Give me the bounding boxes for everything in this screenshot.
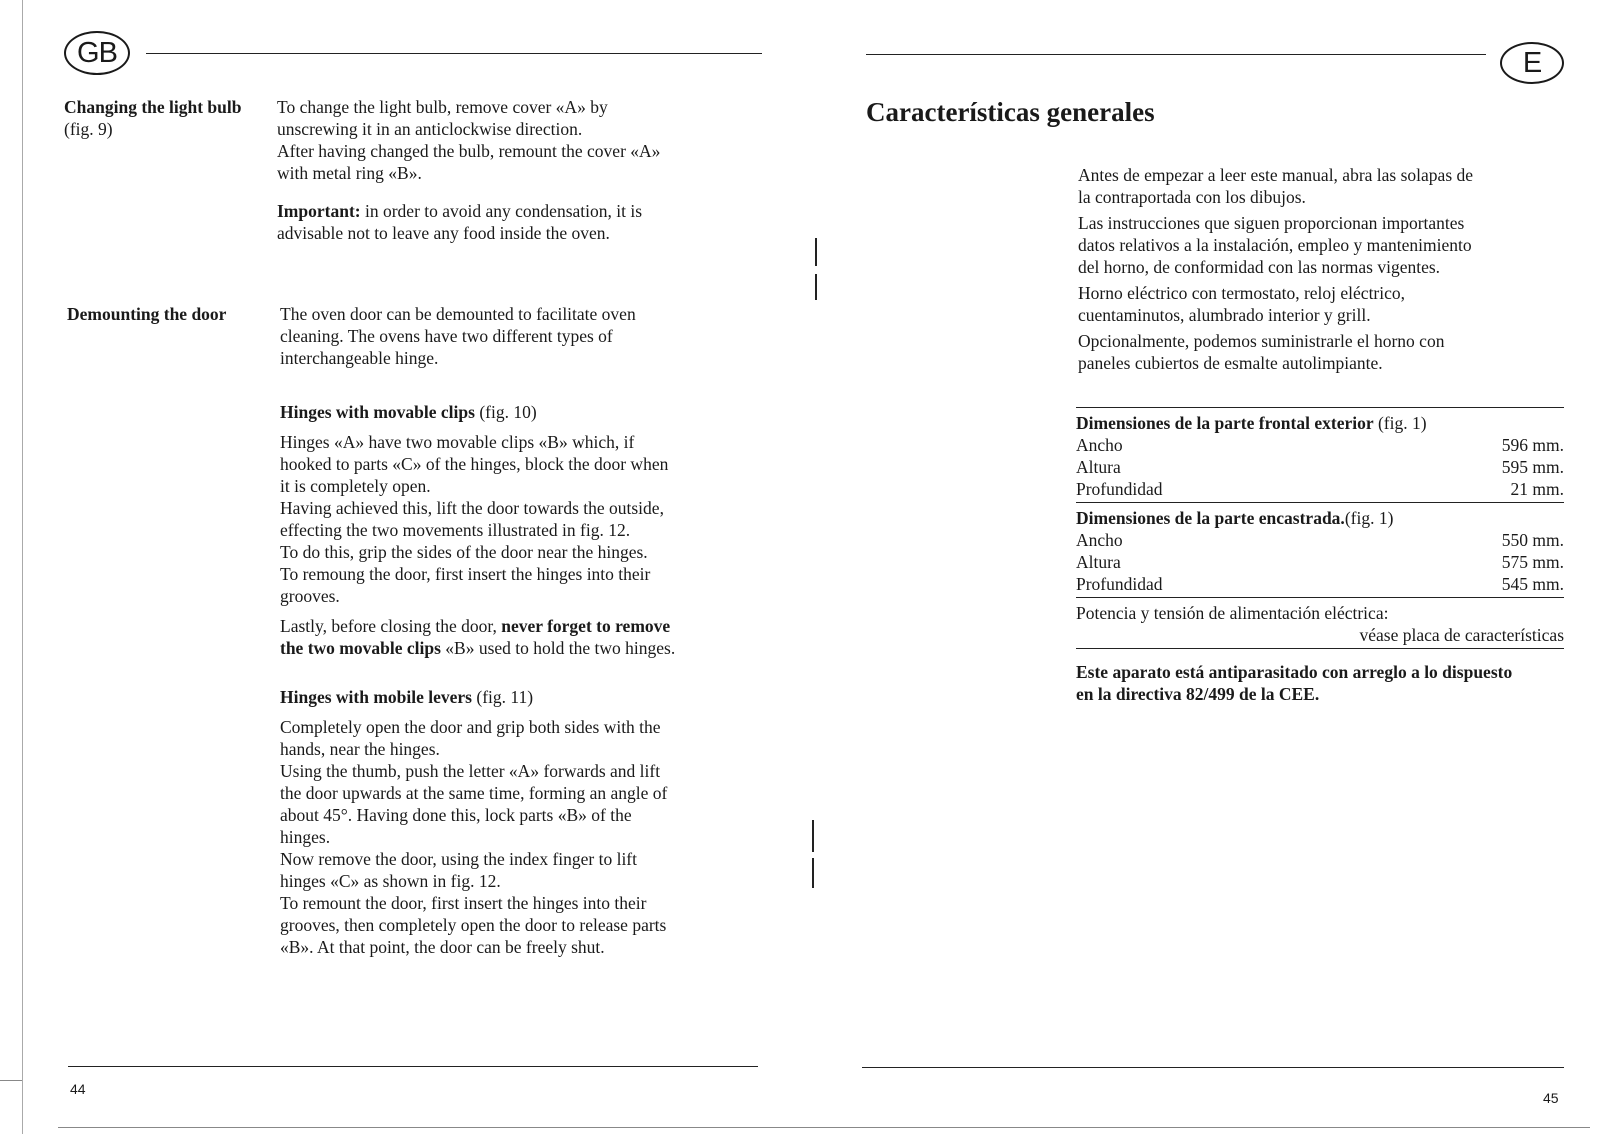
text-line: Hinges «A» have two movable clips «B» which, if bbox=[280, 432, 635, 452]
text-line: the door upwards at the same time, forming an angle of bbox=[280, 783, 668, 803]
levers-heading-fig: (fig. 11) bbox=[472, 687, 534, 707]
important-note bbox=[277, 200, 757, 222]
left-edge-tick bbox=[0, 1080, 22, 1081]
text-line: Las instrucciones que siguen proporcionan importantes bbox=[1078, 213, 1465, 233]
text-line: it is completely open. bbox=[280, 476, 431, 496]
row-label: Profundidad bbox=[1076, 574, 1163, 594]
light-bulb-title: Changing the light bulb bbox=[64, 97, 242, 117]
table-row bbox=[1076, 551, 1564, 573]
row-label: Ancho bbox=[1076, 530, 1123, 550]
table-rule bbox=[1076, 502, 1564, 503]
power-value-row bbox=[1076, 624, 1564, 646]
intro-text bbox=[1078, 164, 1568, 374]
text-line: To remoung the door, first insert the hinges into their bbox=[280, 564, 651, 584]
row-value: 21 mm. bbox=[1510, 479, 1564, 499]
language-badge-e: E bbox=[1500, 42, 1564, 84]
table-row bbox=[1076, 573, 1564, 595]
text-line: la contraportada con los dibujos. bbox=[1078, 187, 1306, 207]
text-line: Having achieved this, lift the door towards the outside, bbox=[280, 498, 664, 518]
text-line: «B». At that point, the door can be freely shut. bbox=[280, 937, 605, 957]
page-number-right: 45 bbox=[1543, 1090, 1559, 1106]
text-line: hinges «C» as shown in fig. 12. bbox=[280, 871, 501, 891]
row-value: 575 mm. bbox=[1501, 552, 1564, 572]
door-intro-text bbox=[280, 303, 760, 369]
front-heading: Dimensiones de la parte frontal exterior bbox=[1076, 413, 1374, 433]
notice-line: Este aparato está antiparasitado con arreglo a lo dispuesto bbox=[1076, 662, 1513, 682]
row-value: 550 mm. bbox=[1501, 530, 1564, 550]
text-line: Now remove the door, using the index finger to lift bbox=[280, 849, 637, 869]
bottom-edge-line bbox=[58, 1127, 800, 1128]
important-text: in order to avoid any condensation, it is bbox=[360, 201, 643, 221]
text-line: with metal ring «B». bbox=[277, 163, 422, 183]
text-line: paneles cubiertos de esmalte autolimpiante. bbox=[1078, 353, 1383, 373]
bold-run: never forget to remove bbox=[501, 616, 671, 636]
table-row bbox=[1076, 434, 1564, 456]
clips-heading: Hinges with movable clips bbox=[280, 402, 475, 422]
header-rule bbox=[146, 53, 762, 54]
notice bbox=[1076, 661, 1564, 705]
table-rule bbox=[1076, 648, 1564, 649]
section-title-door bbox=[67, 303, 277, 325]
subheading bbox=[280, 686, 760, 708]
text-line: hooked to parts «C» of the hinges, block the door when bbox=[280, 454, 669, 474]
table-rule bbox=[1076, 407, 1564, 408]
important-label: Important: bbox=[277, 201, 361, 221]
text-line: interchangeable hinge. bbox=[280, 348, 439, 368]
section-title-light-bulb bbox=[64, 96, 264, 140]
notice-line: en la directiva 82/499 de la CEE. bbox=[1076, 684, 1320, 704]
row-value: 595 mm. bbox=[1501, 457, 1564, 477]
front-heading-fig: (fig. 1) bbox=[1373, 413, 1427, 433]
language-badge-gb: GB bbox=[64, 31, 130, 75]
text-line: advisable not to leave any food inside the oven. bbox=[277, 223, 610, 243]
row-value: 545 mm. bbox=[1501, 574, 1564, 594]
text-run: «B» used to hold the two hinges. bbox=[440, 638, 676, 658]
door-title: Demounting the door bbox=[67, 304, 227, 324]
text-line: To remount the door, first insert the hinges into their bbox=[280, 893, 647, 913]
row-label: Profundidad bbox=[1076, 479, 1163, 499]
footer-rule-right bbox=[862, 1067, 1564, 1068]
power-label: Potencia y tensión de alimentación eléctrica: bbox=[1076, 603, 1389, 623]
text-line: del horno, de conformidad con las normas vigentes. bbox=[1078, 257, 1441, 277]
text-line: hinges. bbox=[280, 827, 331, 847]
text-line: grooves. bbox=[280, 586, 340, 606]
text-line: To do this, grip the sides of the door near the hinges. bbox=[280, 542, 648, 562]
levers-heading: Hinges with mobile levers bbox=[280, 687, 472, 707]
clips-heading-fig: (fig. 10) bbox=[474, 402, 537, 422]
text-line: After having changed the bulb, remount the cover «A» bbox=[277, 141, 661, 161]
text-line: cuentaminutos, alumbrado interior y grill. bbox=[1078, 305, 1371, 325]
warning-line bbox=[280, 615, 760, 637]
row-label: Ancho bbox=[1076, 435, 1123, 455]
left-edge-line bbox=[22, 0, 23, 1134]
table-heading bbox=[1076, 412, 1564, 434]
subheading bbox=[280, 401, 760, 423]
text-line: about 45°. Having done this, lock parts «B» of the bbox=[280, 805, 632, 825]
page-number-left: 44 bbox=[70, 1081, 86, 1097]
bold-run: the two movable clips bbox=[280, 638, 441, 658]
table-row bbox=[1076, 529, 1564, 551]
row-label: Altura bbox=[1076, 457, 1121, 477]
header-rule bbox=[866, 54, 1486, 55]
light-bulb-fig: (fig. 9) bbox=[64, 119, 113, 139]
mobile-levers-section bbox=[280, 686, 760, 958]
light-bulb-text bbox=[277, 96, 757, 244]
text-line: Antes de empezar a leer este manual, abra las solapas de bbox=[1078, 165, 1474, 185]
table-heading bbox=[1076, 507, 1564, 529]
text-line: hands, near the hinges. bbox=[280, 739, 440, 759]
movable-clips-section bbox=[280, 401, 760, 659]
power-label-row bbox=[1076, 602, 1564, 624]
built-in-heading: Dimensiones de la parte encastrada. bbox=[1076, 508, 1345, 528]
text-line: To change the light bulb, remove cover «A» by bbox=[277, 97, 608, 117]
footer-rule bbox=[68, 1066, 758, 1067]
text-run: Lastly, before closing the door, bbox=[280, 616, 502, 636]
table-row bbox=[1076, 456, 1564, 478]
table-rule bbox=[1076, 597, 1564, 598]
text-line: Completely open the door and grip both sides with the bbox=[280, 717, 661, 737]
row-label: Altura bbox=[1076, 552, 1121, 572]
table-row bbox=[1076, 478, 1564, 500]
text-line: effecting the two movements illustrated in fig. 12. bbox=[280, 520, 631, 540]
text-line: Opcionalmente, podemos suministrarle el horno con bbox=[1078, 331, 1445, 351]
page-title: Características generales bbox=[866, 97, 1155, 127]
built-in-heading-fig: (fig. 1) bbox=[1344, 508, 1394, 528]
warning-line bbox=[280, 637, 760, 659]
text-line: unscrewing it in an anticlockwise direction. bbox=[277, 119, 583, 139]
dimensions-table bbox=[1076, 407, 1564, 705]
row-value: 596 mm. bbox=[1501, 435, 1564, 455]
text-line: datos relativos a la instalación, empleo y mantenimiento bbox=[1078, 235, 1472, 255]
text-line: Using the thumb, push the letter «A» forwards and lift bbox=[280, 761, 661, 781]
bottom-edge-line-right bbox=[800, 1127, 1590, 1128]
text-line: grooves, then completely open the door to release parts bbox=[280, 915, 667, 935]
text-line: Horno eléctrico con termostato, reloj eléctrico, bbox=[1078, 283, 1406, 303]
text-line: cleaning. The ovens have two different types of bbox=[280, 326, 613, 346]
power-value: véase placa de características bbox=[1359, 625, 1564, 645]
text-line: The oven door can be demounted to facilitate oven bbox=[280, 304, 636, 324]
